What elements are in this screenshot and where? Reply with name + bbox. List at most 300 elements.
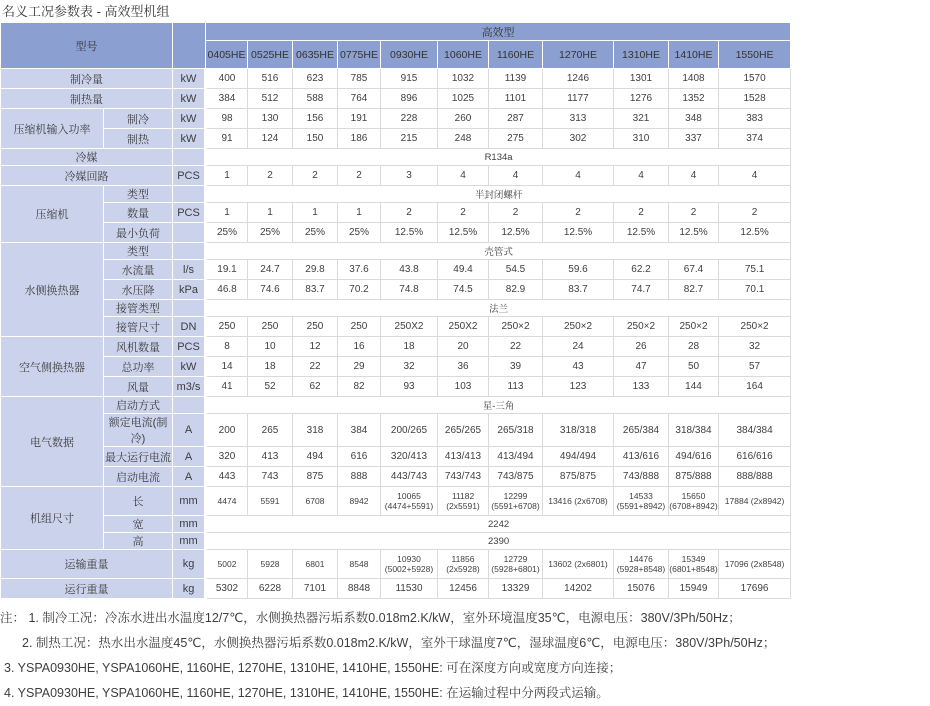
span-value-cell: 2390: [206, 533, 791, 550]
value-cell: 17884 (2x8942): [719, 487, 791, 516]
value-cell: 896: [381, 89, 438, 109]
value-cell: 67.4: [669, 260, 719, 280]
row-label-cell: 冷媒回路: [1, 166, 173, 186]
value-cell: 512: [248, 89, 293, 109]
value-cell: 588: [293, 89, 338, 109]
value-cell: 12.5%: [489, 223, 543, 243]
value-cell: 15349 (6801+8548): [669, 550, 719, 579]
value-cell: 313: [543, 109, 614, 129]
value-cell: 32: [719, 337, 791, 357]
value-cell: 29.8: [293, 260, 338, 280]
value-cell: 320/413: [381, 447, 438, 467]
value-cell: 320: [206, 447, 248, 467]
value-cell: 2: [669, 203, 719, 223]
value-cell: 250×2: [719, 317, 791, 337]
value-cell: 888/888: [719, 467, 791, 487]
value-cell: 11530: [381, 579, 438, 599]
unit-cell: kW: [173, 89, 206, 109]
value-cell: 383: [719, 109, 791, 129]
value-cell: 50: [669, 357, 719, 377]
value-cell: 348: [669, 109, 719, 129]
value-cell: 250: [293, 317, 338, 337]
row-label-cell: 长: [104, 487, 173, 516]
table-header: [1, 23, 791, 69]
value-cell: 374: [719, 129, 791, 149]
group-label-cell: 电气数据: [1, 397, 104, 487]
table-row: [1, 69, 791, 89]
table-body: [1, 69, 791, 599]
value-cell: 875/888: [669, 467, 719, 487]
group-label-cell: 空气侧换热器: [1, 337, 104, 397]
value-cell: 12729 (5928+6801): [489, 550, 543, 579]
model-header-cell: 0405HE: [206, 41, 248, 69]
value-cell: 57: [719, 357, 791, 377]
table-row: [1, 186, 791, 203]
value-cell: 494/494: [543, 447, 614, 467]
value-cell: 15076: [614, 579, 669, 599]
value-cell: 413: [248, 447, 293, 467]
value-cell: 260: [438, 109, 489, 129]
value-cell: 1408: [669, 69, 719, 89]
value-cell: 2: [614, 203, 669, 223]
row-label-cell: 风量: [104, 377, 173, 397]
row-label-cell: 数量: [104, 203, 173, 223]
unit-cell: kg: [173, 550, 206, 579]
value-cell: 1352: [669, 89, 719, 109]
value-cell: 133: [614, 377, 669, 397]
value-cell: 250X2: [438, 317, 489, 337]
table-row: [1, 337, 791, 357]
value-cell: 318/384: [669, 414, 719, 447]
value-cell: 24.7: [248, 260, 293, 280]
value-cell: 743/888: [614, 467, 669, 487]
value-cell: 98: [206, 109, 248, 129]
value-cell: 36: [438, 357, 489, 377]
value-cell: 8942: [338, 487, 381, 516]
value-cell: 915: [381, 69, 438, 89]
value-cell: 74.5: [438, 280, 489, 300]
note-line: 4. YSPA0930HE, YSPA1060HE, 1160HE, 1270HE, 1310HE, 1410HE, 1550HE: 在运输过程中分两段式运输。: [4, 686, 609, 700]
notes: [0, 606, 930, 706]
row-label-cell: 制冷量: [1, 69, 173, 89]
row-label-cell: 启动方式: [104, 397, 173, 414]
value-cell: 1570: [719, 69, 791, 89]
value-cell: 200/265: [381, 414, 438, 447]
value-cell: 14533 (5591+8942): [614, 487, 669, 516]
value-cell: 1025: [438, 89, 489, 109]
value-cell: 275: [489, 129, 543, 149]
value-cell: 8548: [338, 550, 381, 579]
value-cell: 265/265: [438, 414, 489, 447]
value-cell: 52: [248, 377, 293, 397]
value-cell: 6708: [293, 487, 338, 516]
value-cell: 82.7: [669, 280, 719, 300]
value-cell: 2: [248, 166, 293, 186]
value-cell: 49.4: [438, 260, 489, 280]
value-cell: 250×2: [669, 317, 719, 337]
group-label-cell: 压缩机输入功率: [1, 109, 104, 149]
table-row: [1, 109, 791, 129]
value-cell: 2: [381, 203, 438, 223]
value-cell: 103: [438, 377, 489, 397]
value-cell: 250×2: [489, 317, 543, 337]
value-cell: 12.5%: [543, 223, 614, 243]
value-cell: 17096 (2x8548): [719, 550, 791, 579]
value-cell: 200: [206, 414, 248, 447]
table-row: [1, 317, 791, 337]
value-cell: 17696: [719, 579, 791, 599]
model-header-cell: 0635HE: [293, 41, 338, 69]
value-cell: 250: [206, 317, 248, 337]
value-cell: 150: [293, 129, 338, 149]
value-cell: 25%: [248, 223, 293, 243]
value-cell: 62: [293, 377, 338, 397]
value-cell: 6801: [293, 550, 338, 579]
value-cell: 24: [543, 337, 614, 357]
value-cell: 5302: [206, 579, 248, 599]
table-row: [1, 414, 791, 447]
value-cell: 11182 (2x5591): [438, 487, 489, 516]
table-row: [1, 516, 791, 533]
row-label-cell: 接管类型: [104, 300, 173, 317]
row-label-cell: 类型: [104, 243, 173, 260]
value-cell: 22: [293, 357, 338, 377]
group-label-cell: 机组尺寸: [1, 487, 104, 550]
value-cell: 164: [719, 377, 791, 397]
value-cell: 302: [543, 129, 614, 149]
page-title: 名义工况参数表 - 高效型机组: [2, 4, 170, 19]
value-cell: 74.6: [248, 280, 293, 300]
unit-cell: kW: [173, 109, 206, 129]
row-label-cell: 总功率: [104, 357, 173, 377]
value-cell: 37.6: [338, 260, 381, 280]
value-cell: 18: [248, 357, 293, 377]
value-cell: 250: [338, 317, 381, 337]
value-cell: 16: [338, 337, 381, 357]
value-cell: 1: [293, 203, 338, 223]
value-cell: 39: [489, 357, 543, 377]
value-cell: 1: [338, 203, 381, 223]
span-value-cell: 法兰: [206, 300, 791, 317]
value-cell: 1: [206, 166, 248, 186]
note-line: 3. YSPA0930HE, YSPA1060HE, 1160HE, 1270HE, 1310HE, 1410HE, 1550HE: 可在深度方向或宽度方向连接；: [4, 661, 622, 675]
value-cell: 616: [338, 447, 381, 467]
value-cell: 123: [543, 377, 614, 397]
value-cell: 12.5%: [438, 223, 489, 243]
value-cell: 2: [338, 166, 381, 186]
note-line: 注： 1. 制冷工况：冷冻水进出水温度12/7℃，水侧换热器污垢系数0.018m2.K/kW，室外环境温度35℃，电源电压：380V/3Ph/50Hz；: [0, 611, 741, 625]
unit-cell: [173, 223, 206, 243]
value-cell: 1528: [719, 89, 791, 109]
value-cell: 250X2: [381, 317, 438, 337]
group-label-cell: 水侧换热器: [1, 243, 104, 337]
value-cell: 113: [489, 377, 543, 397]
value-cell: 11856 (2x5928): [438, 550, 489, 579]
model-header-cell: 0525HE: [248, 41, 293, 69]
value-cell: 623: [293, 69, 338, 89]
value-cell: 443: [206, 467, 248, 487]
value-cell: 13416 (2x6708): [543, 487, 614, 516]
value-cell: 59.6: [543, 260, 614, 280]
value-cell: 250: [248, 317, 293, 337]
table-row: [1, 243, 791, 260]
value-cell: 2: [543, 203, 614, 223]
value-cell: 43.8: [381, 260, 438, 280]
value-cell: 8: [206, 337, 248, 357]
value-cell: 2: [719, 203, 791, 223]
model-header-cell: 0775HE: [338, 41, 381, 69]
model-header-cell: 1550HE: [719, 41, 791, 69]
row-label-cell: 运行重量: [1, 579, 173, 599]
unit-cell: mm: [173, 487, 206, 516]
value-cell: 337: [669, 129, 719, 149]
value-cell: 5928: [248, 550, 293, 579]
value-cell: 4: [669, 166, 719, 186]
value-cell: 1101: [489, 89, 543, 109]
table-row: [1, 129, 791, 149]
value-cell: 15949: [669, 579, 719, 599]
value-cell: 443/743: [381, 467, 438, 487]
value-cell: 265: [248, 414, 293, 447]
unit-cell: [173, 186, 206, 203]
span-value-cell: 半封闭螺杆: [206, 186, 791, 203]
value-cell: 5591: [248, 487, 293, 516]
value-cell: 2: [293, 166, 338, 186]
value-cell: 2: [438, 203, 489, 223]
unit-column-spacer: [173, 23, 206, 69]
table-row: [1, 89, 791, 109]
value-cell: 1301: [614, 69, 669, 89]
value-cell: 18: [381, 337, 438, 357]
row-label-cell: 水流量: [104, 260, 173, 280]
table-row: [1, 260, 791, 280]
unit-cell: m3/s: [173, 377, 206, 397]
model-header-cell: 0930HE: [381, 41, 438, 69]
value-cell: 4: [489, 166, 543, 186]
value-cell: 6228: [248, 579, 293, 599]
unit-cell: [173, 149, 206, 166]
value-cell: 4: [719, 166, 791, 186]
value-cell: 22: [489, 337, 543, 357]
value-cell: 384: [206, 89, 248, 109]
value-cell: 384: [338, 414, 381, 447]
value-cell: 62.2: [614, 260, 669, 280]
unit-cell: l/s: [173, 260, 206, 280]
table-row: [1, 550, 791, 579]
value-cell: 83.7: [293, 280, 338, 300]
value-cell: 4: [543, 166, 614, 186]
value-cell: 2: [489, 203, 543, 223]
model-label: 型号: [1, 23, 173, 69]
value-cell: 1: [248, 203, 293, 223]
value-cell: 785: [338, 69, 381, 89]
value-cell: 1177: [543, 89, 614, 109]
row-label-cell: 风机数量: [104, 337, 173, 357]
value-cell: 82: [338, 377, 381, 397]
value-cell: 287: [489, 109, 543, 129]
value-cell: 228: [381, 109, 438, 129]
unit-cell: [173, 300, 206, 317]
value-cell: 616/616: [719, 447, 791, 467]
value-cell: 875/875: [543, 467, 614, 487]
model-header-cell: 1410HE: [669, 41, 719, 69]
row-label-cell: 最小负荷: [104, 223, 173, 243]
unit-cell: kW: [173, 69, 206, 89]
span-value-cell: 壳管式: [206, 243, 791, 260]
value-cell: 156: [293, 109, 338, 129]
value-cell: 14: [206, 357, 248, 377]
value-cell: 12.5%: [719, 223, 791, 243]
group-label-cell: 压缩机: [1, 186, 104, 243]
value-cell: 250×2: [543, 317, 614, 337]
value-cell: 70.1: [719, 280, 791, 300]
value-cell: 4474: [206, 487, 248, 516]
value-cell: 743/743: [438, 467, 489, 487]
unit-cell: A: [173, 414, 206, 447]
row-label-cell: 运输重量: [1, 550, 173, 579]
table-row: [1, 166, 791, 186]
row-label-cell: 启动电流: [104, 467, 173, 487]
table-row: [1, 487, 791, 516]
series-header: 高效型: [206, 23, 791, 41]
value-cell: 91: [206, 129, 248, 149]
row-label-cell: 高: [104, 533, 173, 550]
model-header-cell: 1060HE: [438, 41, 489, 69]
value-cell: 12.5%: [614, 223, 669, 243]
value-cell: 12.5%: [381, 223, 438, 243]
value-cell: 46.8: [206, 280, 248, 300]
value-cell: 191: [338, 109, 381, 129]
value-cell: 318: [293, 414, 338, 447]
value-cell: 12456: [438, 579, 489, 599]
value-cell: 82.9: [489, 280, 543, 300]
spec-table: [0, 22, 791, 599]
unit-cell: mm: [173, 516, 206, 533]
table-row: [1, 149, 791, 166]
value-cell: 384/384: [719, 414, 791, 447]
table-row: [1, 377, 791, 397]
value-cell: 1032: [438, 69, 489, 89]
value-cell: 25%: [338, 223, 381, 243]
table-row: [1, 223, 791, 243]
value-cell: 74.7: [614, 280, 669, 300]
value-cell: 14202: [543, 579, 614, 599]
value-cell: 321: [614, 109, 669, 129]
value-cell: 13329: [489, 579, 543, 599]
value-cell: 14476 (5928+8548): [614, 550, 669, 579]
table-row: [1, 579, 791, 599]
value-cell: 130: [248, 109, 293, 129]
table-row: [1, 397, 791, 414]
value-cell: 1246: [543, 69, 614, 89]
value-cell: 93: [381, 377, 438, 397]
value-cell: 124: [248, 129, 293, 149]
table-row: [1, 280, 791, 300]
value-cell: 26: [614, 337, 669, 357]
unit-cell: A: [173, 467, 206, 487]
value-cell: 186: [338, 129, 381, 149]
value-cell: 516: [248, 69, 293, 89]
span-value-cell: R134a: [206, 149, 791, 166]
value-cell: 743: [248, 467, 293, 487]
value-cell: 43: [543, 357, 614, 377]
value-cell: 144: [669, 377, 719, 397]
value-cell: 875: [293, 467, 338, 487]
value-cell: 400: [206, 69, 248, 89]
row-label-cell: 最大运行电流: [104, 447, 173, 467]
value-cell: 764: [338, 89, 381, 109]
value-cell: 20: [438, 337, 489, 357]
span-value-cell: 星-三角: [206, 397, 791, 414]
unit-cell: kW: [173, 357, 206, 377]
value-cell: 54.5: [489, 260, 543, 280]
value-cell: 47: [614, 357, 669, 377]
table-row: [1, 23, 791, 41]
unit-cell: A: [173, 447, 206, 467]
value-cell: 743/875: [489, 467, 543, 487]
value-cell: 41: [206, 377, 248, 397]
row-label-cell: 制冷: [104, 109, 173, 129]
value-cell: 5002: [206, 550, 248, 579]
value-cell: 83.7: [543, 280, 614, 300]
value-cell: 413/616: [614, 447, 669, 467]
value-cell: 10065 (4474+5591): [381, 487, 438, 516]
unit-cell: [173, 243, 206, 260]
span-value-cell: 2242: [206, 516, 791, 533]
value-cell: 10: [248, 337, 293, 357]
value-cell: 888: [338, 467, 381, 487]
table-row: [1, 447, 791, 467]
unit-cell: DN: [173, 317, 206, 337]
table-row: [1, 357, 791, 377]
unit-cell: PCS: [173, 166, 206, 186]
value-cell: 318/318: [543, 414, 614, 447]
unit-cell: kg: [173, 579, 206, 599]
value-cell: 4: [614, 166, 669, 186]
model-header-cell: 1160HE: [489, 41, 543, 69]
unit-cell: kW: [173, 129, 206, 149]
value-cell: 15650 (6708+8942): [669, 487, 719, 516]
value-cell: 413/494: [489, 447, 543, 467]
value-cell: 12299 (5591+6708): [489, 487, 543, 516]
row-label-cell: 类型: [104, 186, 173, 203]
value-cell: 494/616: [669, 447, 719, 467]
value-cell: 265/384: [614, 414, 669, 447]
row-label-cell: 宽: [104, 516, 173, 533]
value-cell: 32: [381, 357, 438, 377]
unit-cell: kPa: [173, 280, 206, 300]
value-cell: 12: [293, 337, 338, 357]
value-cell: 494: [293, 447, 338, 467]
value-cell: 12.5%: [669, 223, 719, 243]
value-cell: 13602 (2x6801): [543, 550, 614, 579]
row-label-cell: 水压降: [104, 280, 173, 300]
table-row: [1, 203, 791, 223]
value-cell: 8848: [338, 579, 381, 599]
value-cell: 10930 (5002+5928): [381, 550, 438, 579]
unit-cell: [173, 397, 206, 414]
unit-cell: PCS: [173, 203, 206, 223]
value-cell: 250×2: [614, 317, 669, 337]
value-cell: 28: [669, 337, 719, 357]
value-cell: 215: [381, 129, 438, 149]
unit-cell: PCS: [173, 337, 206, 357]
row-label-cell: 接管尺寸: [104, 317, 173, 337]
value-cell: 265/318: [489, 414, 543, 447]
table-row: [1, 467, 791, 487]
value-cell: 310: [614, 129, 669, 149]
value-cell: 25%: [206, 223, 248, 243]
